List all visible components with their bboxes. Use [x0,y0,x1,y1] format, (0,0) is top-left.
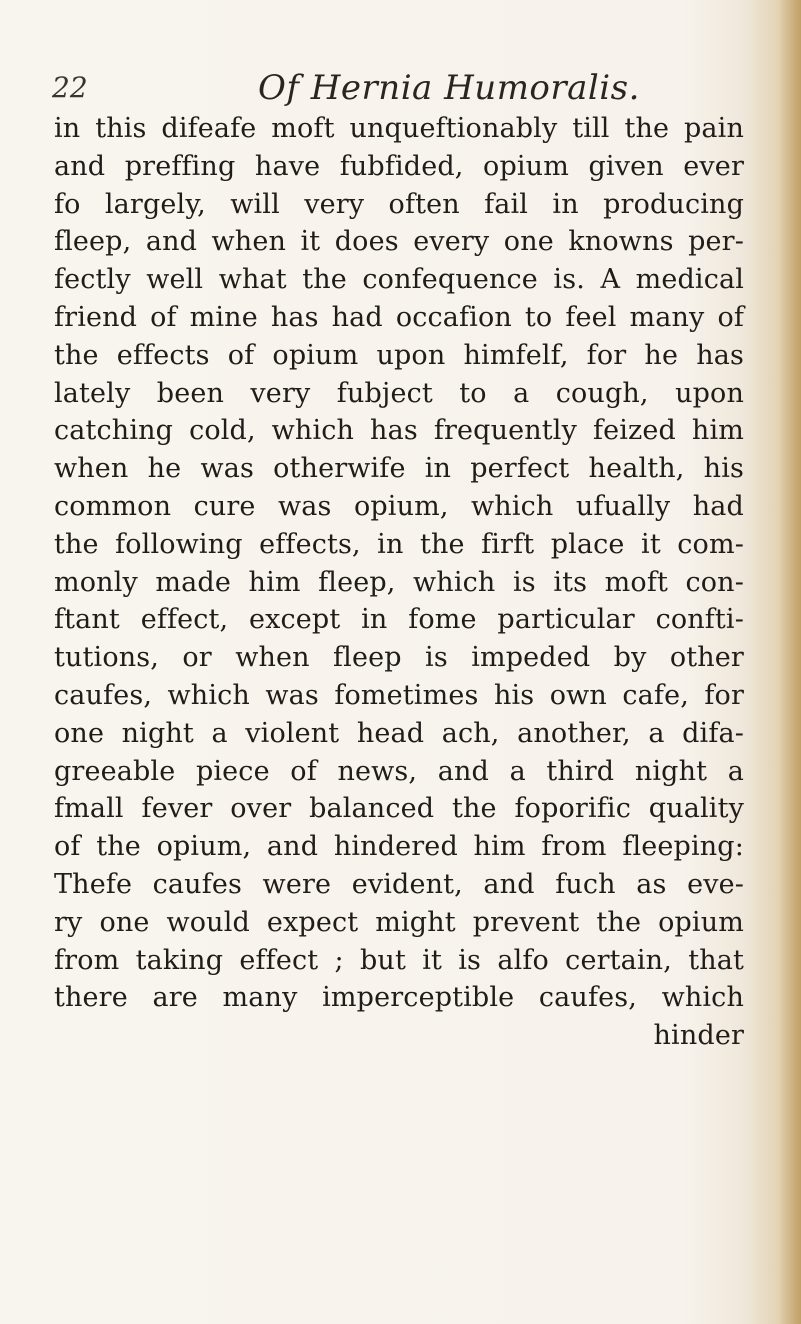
text-line: lately been very fubject to a cough, upon [54,377,744,409]
text-line: the effects of opium upon himfelf, for he has [54,339,744,371]
text-line: tutions, or when fleep is impeded by other [54,642,744,674]
text-line: ry one would expect might prevent the opium [54,906,744,938]
text-line: in this difeafe moft unqueftionably till the pain [54,113,744,144]
text-line: of the opium, and hindered him from fleeping: [54,831,744,863]
page-edge-shadow [779,0,801,1324]
text-line: fleep, and when it does every one knowns per- [54,226,744,258]
text-line: ftant effect, except in fome particular confti- [54,604,744,636]
text-line: from taking effect ; but it is alfo certain, that [54,944,744,976]
body-text [54,110,744,1055]
page-header [0,68,801,108]
running-head: Of Hernia Humoralis. [258,68,640,108]
text-line: greeable piece of news, and a third night a [54,755,744,787]
text-line: when he was otherwife in perfect health, his [54,453,744,485]
text-line: fmall fever over balanced the foporific quality [54,793,744,825]
page-number: 22 [52,71,88,104]
text-line: one night a violent head ach, another, a difa- [54,717,744,749]
text-line: catching cold, which has frequently feized him [54,415,744,447]
text-line: and preffing have fubfided, opium given ever [54,150,744,182]
text-line: there are many imperceptible caufes, which [54,982,744,1014]
text-line: fo largely, will very often fail in producing [54,188,744,220]
text-line: monly made him fleep, which is its moft con- [54,566,744,598]
text-line: caufes, which was fometimes his own cafe, for [54,679,744,711]
text-line: Thefe caufes were evident, and fuch as eve- [54,868,744,900]
catchword: hinder [653,1020,744,1052]
text-line: the following effects, in the firft place it com- [54,528,744,560]
text-line: friend of mine has had occafion to feel many of [54,301,744,333]
text-line: common cure was opium, which ufually had [54,490,744,522]
text-line: fectly well what the confequence is. A medical [54,264,744,296]
